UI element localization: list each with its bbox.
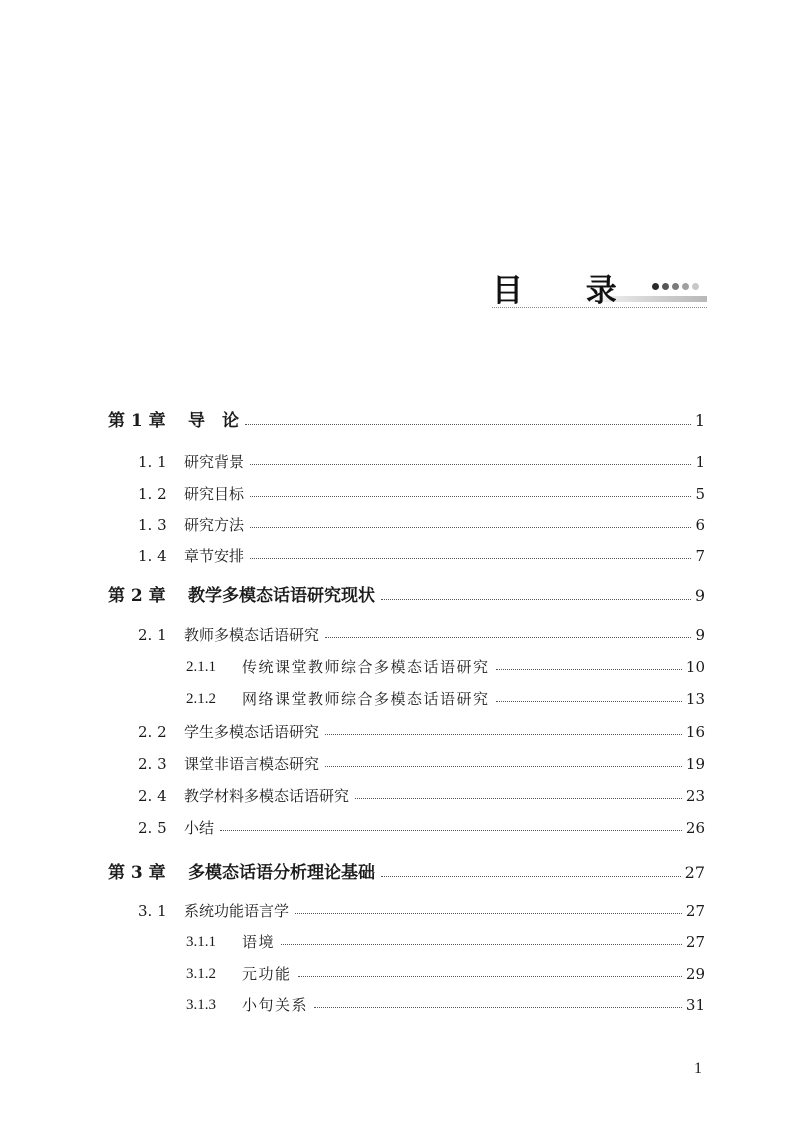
toc-dot-leader bbox=[298, 976, 682, 977]
toc-entry-page: 27 bbox=[684, 863, 705, 882]
toc-dot-leader bbox=[496, 701, 682, 702]
toc-entry-page: 10 bbox=[685, 658, 705, 676]
toc-entry-number: 第 2 章 bbox=[108, 586, 166, 606]
toc-entry-page: 6 bbox=[695, 516, 705, 534]
toc-dot-leader bbox=[250, 464, 691, 465]
toc-entry-section[interactable] bbox=[138, 446, 705, 472]
toc-entry-title: 多模态话语分析理论基础 bbox=[188, 863, 375, 883]
toc-entry-sub[interactable] bbox=[186, 683, 705, 709]
toc-entry-page: 19 bbox=[685, 755, 705, 773]
toc-entry-chapter[interactable] bbox=[108, 406, 705, 432]
toc-entry-section[interactable] bbox=[138, 780, 705, 806]
toc-entry-section[interactable] bbox=[138, 478, 705, 504]
toc-entry-chapter[interactable] bbox=[108, 581, 705, 607]
page-number: 1 bbox=[694, 1060, 702, 1077]
toc-entry-title: 教学多模态话语研究现状 bbox=[188, 586, 375, 606]
toc-entry-title: 课堂非语言模态研究 bbox=[184, 755, 320, 773]
toc-entry-page: 23 bbox=[685, 787, 705, 805]
toc-entry-page: 5 bbox=[695, 485, 705, 503]
toc-dot-leader bbox=[325, 734, 682, 735]
toc-entry-title: 小句关系 bbox=[242, 996, 309, 1014]
toc-entry-section[interactable] bbox=[138, 716, 705, 742]
toc-entry-number: 2. 3 bbox=[138, 755, 167, 773]
toc-entry-number: 3. 1 bbox=[138, 902, 167, 920]
toc-entry-title: 研究方法 bbox=[184, 516, 245, 534]
toc-entry-title: 研究背景 bbox=[184, 453, 245, 471]
toc-entry-number: 1. 1 bbox=[138, 453, 167, 471]
toc-dot-leader bbox=[295, 913, 682, 914]
toc-entry-page: 1 bbox=[695, 453, 705, 471]
toc-entry-number: 3.1.2 bbox=[186, 966, 216, 982]
toc-dot-leader bbox=[250, 527, 691, 528]
toc-entry-number: 2.1.1 bbox=[186, 659, 216, 675]
toc-entry-title: 网络课堂教师综合多模态话语研究 bbox=[242, 690, 490, 708]
toc-entry-number: 2. 1 bbox=[138, 626, 167, 644]
toc-entry-number: 1. 2 bbox=[138, 485, 167, 503]
toc-entry-number: 2. 4 bbox=[138, 787, 167, 805]
toc-entry-page: 26 bbox=[685, 819, 705, 837]
toc-dot-leader bbox=[381, 599, 691, 600]
toc-entry-number: 1. 4 bbox=[138, 547, 167, 565]
title-dots-ornament bbox=[652, 283, 699, 290]
toc-entry-title: 学生多模态话语研究 bbox=[184, 723, 320, 741]
toc-entry-section[interactable] bbox=[138, 509, 705, 535]
toc-entry-title: 系统功能语言学 bbox=[184, 902, 290, 920]
toc-entry-title: 研究目标 bbox=[184, 485, 245, 503]
toc-entry-title: 语境 bbox=[242, 933, 276, 951]
toc-entry-title: 小结 bbox=[184, 819, 215, 837]
toc-entry-page: 27 bbox=[685, 933, 705, 951]
toc-entry-number: 第 1 章 bbox=[108, 411, 166, 431]
toc-entry-page: 9 bbox=[694, 586, 705, 605]
toc-entry-chapter[interactable] bbox=[108, 858, 705, 884]
toc-dot-leader bbox=[496, 669, 682, 670]
toc-entry-number: 3.1.1 bbox=[186, 934, 216, 950]
toc-heading-block bbox=[480, 265, 710, 315]
toc-dot-leader bbox=[250, 558, 691, 559]
toc-entry-number: 2.1.2 bbox=[186, 691, 216, 707]
toc-entry-section[interactable] bbox=[138, 812, 705, 838]
toc-entry-title: 元功能 bbox=[242, 965, 292, 983]
page-title: 目 录 bbox=[492, 273, 643, 309]
title-dot bbox=[652, 283, 659, 290]
toc-entry-title: 章节安排 bbox=[184, 547, 245, 565]
toc-entry-page: 27 bbox=[685, 902, 705, 920]
toc-dot-leader bbox=[281, 944, 682, 945]
toc-entry-sub[interactable] bbox=[186, 926, 705, 952]
toc-entry-number: 1. 3 bbox=[138, 516, 167, 534]
toc-entry-title: 教师多模态话语研究 bbox=[184, 626, 320, 644]
toc-entry-section[interactable] bbox=[138, 895, 705, 921]
toc-entry-section[interactable] bbox=[138, 540, 705, 566]
toc-entry-page: 29 bbox=[685, 965, 705, 983]
toc-dot-leader bbox=[325, 766, 682, 767]
toc-entry-page: 9 bbox=[695, 626, 705, 644]
toc-entry-page: 1 bbox=[694, 411, 705, 430]
toc-dot-leader bbox=[325, 637, 691, 638]
toc-entry-section[interactable] bbox=[138, 619, 705, 645]
toc-entry-sub[interactable] bbox=[186, 989, 705, 1015]
toc-entry-number: 3.1.3 bbox=[186, 997, 216, 1013]
toc-entry-section[interactable] bbox=[138, 748, 705, 774]
toc-entry-title: 导 论 bbox=[188, 411, 239, 431]
toc-dot-leader bbox=[355, 798, 682, 799]
toc-entry-page: 7 bbox=[695, 547, 705, 565]
toc-entry-number: 2. 2 bbox=[138, 723, 167, 741]
toc-entry-page: 13 bbox=[685, 690, 705, 708]
toc-entry-sub[interactable] bbox=[186, 958, 705, 984]
toc-dot-leader bbox=[381, 876, 681, 877]
toc-dot-leader bbox=[314, 1007, 682, 1008]
toc-entry-sub[interactable] bbox=[186, 651, 705, 677]
toc-entry-page: 16 bbox=[685, 723, 705, 741]
toc-dot-leader bbox=[220, 830, 682, 831]
toc-entry-title: 教学材料多模态话语研究 bbox=[184, 787, 350, 805]
title-dot bbox=[692, 283, 699, 290]
title-dotted-underline bbox=[492, 307, 707, 308]
toc-entry-number: 第 3 章 bbox=[108, 863, 166, 883]
toc-dot-leader bbox=[245, 424, 691, 425]
title-dot bbox=[672, 283, 679, 290]
toc-entry-title: 传统课堂教师综合多模态话语研究 bbox=[242, 658, 490, 676]
toc-dot-leader bbox=[250, 496, 691, 497]
title-dot bbox=[662, 283, 669, 290]
toc-entry-page: 31 bbox=[685, 996, 705, 1014]
toc-entry-number: 2. 5 bbox=[138, 819, 167, 837]
title-dot bbox=[682, 283, 689, 290]
